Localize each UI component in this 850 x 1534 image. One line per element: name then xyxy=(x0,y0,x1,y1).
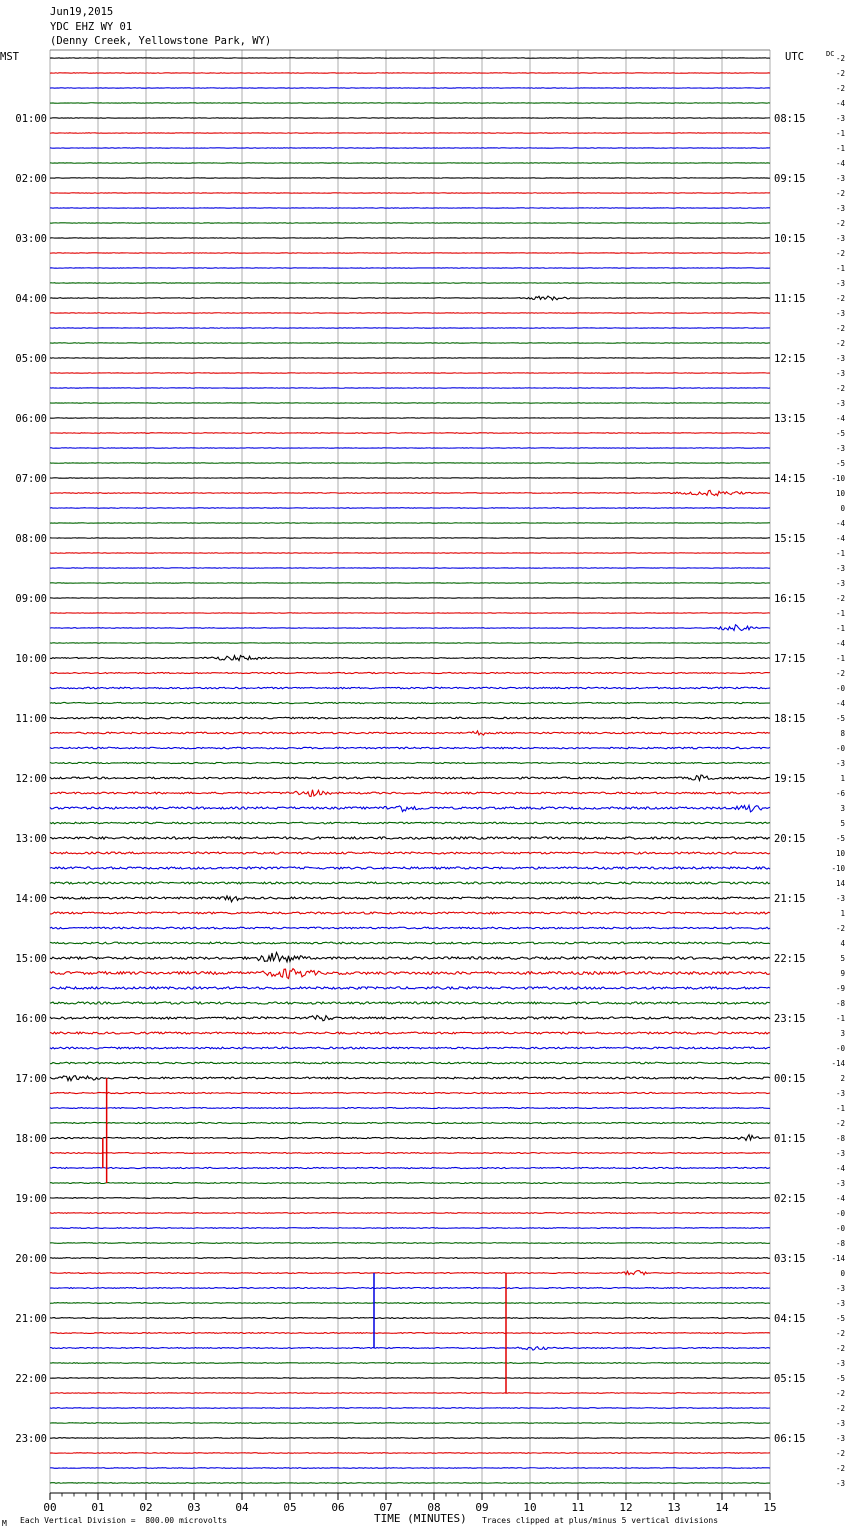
dc-offset-label: -1 xyxy=(835,264,845,273)
trace-11 xyxy=(50,223,770,224)
trace-41 xyxy=(50,672,770,673)
x-tick-label: 10 xyxy=(523,1501,537,1514)
left-hour-label: 03:00 xyxy=(15,233,47,245)
dc-offset-label: -2 xyxy=(835,249,845,258)
trace-42 xyxy=(50,687,770,689)
dc-offset-label: -3 xyxy=(835,444,845,453)
x-tick-label: 15 xyxy=(763,1501,777,1514)
dc-offset-label: -10 xyxy=(831,474,845,483)
trace-47 xyxy=(50,762,770,763)
dc-offset-label: -0 xyxy=(835,744,845,753)
left-hour-label: 19:00 xyxy=(15,1193,47,1205)
trace-10 xyxy=(50,208,770,209)
dc-offset-label: -3 xyxy=(835,399,845,408)
dc-offset-label: -3 xyxy=(835,579,845,588)
dc-offset-label: -2 xyxy=(835,924,845,933)
dc-offset-label: -1 xyxy=(835,624,845,633)
trace-60 xyxy=(50,952,770,961)
trace-37 xyxy=(50,613,770,614)
right-hour-label: 06:15 xyxy=(774,1433,806,1445)
dc-offset-label: -4 xyxy=(835,159,845,168)
trace-39 xyxy=(50,643,770,644)
right-hour-label: 19:15 xyxy=(774,773,806,785)
dc-offset-label: -3 xyxy=(835,1284,845,1293)
dc-offset-label: -3 xyxy=(835,174,845,183)
dc-offset-label: 5 xyxy=(840,819,845,828)
trace-8 xyxy=(50,178,770,179)
dc-offset-label: -3 xyxy=(835,564,845,573)
trace-25 xyxy=(50,433,770,434)
dc-offset-label: -2 xyxy=(835,1389,845,1398)
dc-offset-label: -2 xyxy=(835,189,845,198)
right-hour-label: 01:15 xyxy=(774,1133,806,1145)
trace-94 xyxy=(50,1468,770,1469)
trace-6 xyxy=(50,148,770,149)
dc-offset-label: -2 xyxy=(835,1449,845,1458)
trace-48 xyxy=(50,775,770,780)
right-hour-label: 10:15 xyxy=(774,233,806,245)
left-hour-label: 10:00 xyxy=(15,653,47,665)
dc-offset-header: DC xyxy=(826,50,835,58)
trace-75 xyxy=(50,1183,770,1184)
trace-9 xyxy=(50,193,770,194)
x-tick-label: 13 xyxy=(667,1501,681,1514)
trace-30 xyxy=(50,508,770,509)
x-tick-label: 04 xyxy=(235,1501,249,1514)
trace-3 xyxy=(50,103,770,104)
trace-66 xyxy=(50,1047,770,1049)
trace-51 xyxy=(50,822,770,824)
dc-offset-label: -2 xyxy=(835,669,845,678)
trace-65 xyxy=(50,1032,770,1034)
dc-offset-label: -8 xyxy=(835,999,845,1008)
trace-64 xyxy=(50,1015,770,1020)
dc-offset-label: -0 xyxy=(835,1044,845,1053)
trace-82 xyxy=(50,1288,770,1289)
left-hour-label: 16:00 xyxy=(15,1013,47,1025)
trace-63 xyxy=(50,1002,770,1004)
left-hour-label: 07:00 xyxy=(15,473,47,485)
x-tick-label: 07 xyxy=(379,1501,393,1514)
clip-note: Traces clipped at plus/minus 5 vertical divisions xyxy=(482,1516,719,1525)
dc-offset-label: 3 xyxy=(840,804,845,813)
x-axis-title: TIME (MINUTES) xyxy=(374,1512,467,1525)
dc-offset-label: -3 xyxy=(835,369,845,378)
dc-offset-label: -2 xyxy=(835,1344,845,1353)
dc-offset-label: 14 xyxy=(835,879,845,888)
trace-70 xyxy=(50,1108,770,1109)
dc-offset-label: -4 xyxy=(835,1194,845,1203)
left-timezone-label: MST xyxy=(0,51,19,63)
dc-offset-label: -6 xyxy=(835,789,845,798)
left-hour-label: 23:00 xyxy=(15,1433,47,1445)
x-tick-label: 00 xyxy=(43,1501,57,1514)
trace-4 xyxy=(50,118,770,119)
station-location: (Denny Creek, Yellowstone Park, WY) xyxy=(50,35,272,47)
right-hour-label: 13:15 xyxy=(774,413,806,425)
trace-23 xyxy=(50,403,770,404)
trace-74 xyxy=(50,1167,770,1168)
right-hour-label: 09:15 xyxy=(774,173,806,185)
trace-88 xyxy=(50,1378,770,1379)
left-hour-label: 17:00 xyxy=(15,1073,47,1085)
trace-61 xyxy=(50,969,770,979)
trace-22 xyxy=(50,388,770,389)
dc-offset-label: -3 xyxy=(835,1419,845,1428)
trace-34 xyxy=(50,568,770,569)
dc-offset-label: -3 xyxy=(835,114,845,123)
right-hour-label: 02:15 xyxy=(774,1193,806,1205)
left-hour-label: 18:00 xyxy=(15,1133,47,1145)
dc-offset-label: -1 xyxy=(835,1104,845,1113)
trace-27 xyxy=(50,463,770,464)
dc-offset-label: -4 xyxy=(835,699,845,708)
left-hour-label: 15:00 xyxy=(15,953,47,965)
scale-note: Each Vertical Division = 800.00 microvolts xyxy=(20,1516,228,1525)
dc-offset-label: -5 xyxy=(835,834,845,843)
left-hour-label: 12:00 xyxy=(15,773,47,785)
dc-offset-label: -1 xyxy=(835,1014,845,1023)
right-hour-label: 04:15 xyxy=(774,1313,806,1325)
right-hour-label: 14:15 xyxy=(774,473,806,485)
right-hour-label: 23:15 xyxy=(774,1013,806,1025)
dc-offset-label: -2 xyxy=(835,54,845,63)
dc-offset-label: -5 xyxy=(835,459,845,468)
dc-offset-label: 0 xyxy=(840,504,845,513)
trace-49 xyxy=(50,790,770,797)
dc-offset-label: -2 xyxy=(835,594,845,603)
trace-16 xyxy=(50,296,770,300)
dc-offset-label: 0 xyxy=(840,1269,845,1278)
x-tick-label: 09 xyxy=(475,1501,489,1514)
dc-offset-label: -2 xyxy=(835,219,845,228)
left-hour-label: 05:00 xyxy=(15,353,47,365)
x-tick-label: 12 xyxy=(619,1501,633,1514)
trace-87 xyxy=(50,1363,770,1364)
trace-31 xyxy=(50,523,770,524)
x-tick-label: 03 xyxy=(187,1501,201,1514)
trace-57 xyxy=(50,912,770,914)
dc-offset-label: -0 xyxy=(835,1224,845,1233)
dc-offset-label: 10 xyxy=(835,849,845,858)
x-tick-label: 14 xyxy=(715,1501,729,1514)
dc-offset-label: -2 xyxy=(835,69,845,78)
trace-90 xyxy=(50,1408,770,1409)
dc-offset-label: -8 xyxy=(835,1134,845,1143)
plot-date: Jun19,2015 xyxy=(50,6,114,18)
dc-offset-label: -3 xyxy=(835,1434,845,1443)
trace-71 xyxy=(50,1122,770,1123)
dc-offset-label: -2 xyxy=(835,1404,845,1413)
trace-5 xyxy=(50,133,770,134)
trace-18 xyxy=(50,328,770,329)
left-hour-label: 02:00 xyxy=(15,173,47,185)
x-tick-label: 11 xyxy=(571,1501,585,1514)
trace-32 xyxy=(50,538,770,539)
dc-offset-label: -3 xyxy=(835,1299,845,1308)
dc-offset-label: -1 xyxy=(835,549,845,558)
dc-offset-labels xyxy=(831,54,845,1488)
trace-83 xyxy=(50,1303,770,1304)
trace-26 xyxy=(50,448,770,449)
right-hour-label: 08:15 xyxy=(774,113,806,125)
dc-offset-label: 3 xyxy=(840,1029,845,1038)
trace-2 xyxy=(50,88,770,89)
dc-offset-label: -2 xyxy=(835,324,845,333)
x-tick-label: 08 xyxy=(427,1501,441,1514)
dc-offset-label: -2 xyxy=(835,294,845,303)
left-hour-label: 13:00 xyxy=(15,833,47,845)
trace-20 xyxy=(50,358,770,359)
trace-85 xyxy=(50,1333,770,1334)
trace-46 xyxy=(50,747,770,749)
trace-76 xyxy=(50,1198,770,1199)
trace-86 xyxy=(50,1347,770,1350)
right-hour-label: 22:15 xyxy=(774,953,806,965)
right-hour-label: 20:15 xyxy=(774,833,806,845)
trace-15 xyxy=(50,283,770,284)
station-id: YDC EHZ WY 01 xyxy=(50,21,133,33)
dc-offset-label: -3 xyxy=(835,759,845,768)
dc-offset-label: -0 xyxy=(835,1209,845,1218)
dc-offset-label: -5 xyxy=(835,714,845,723)
right-hour-label: 00:15 xyxy=(774,1073,806,1085)
dc-offset-label: -10 xyxy=(831,864,845,873)
trace-95 xyxy=(50,1483,770,1484)
dc-offset-label: -5 xyxy=(835,429,845,438)
right-hour-label: 17:15 xyxy=(774,653,806,665)
trace-81 xyxy=(50,1271,770,1275)
dc-offset-label: 9 xyxy=(840,969,845,978)
dc-offset-label: -4 xyxy=(835,414,845,423)
trace-54 xyxy=(50,867,770,869)
right-hour-label: 21:15 xyxy=(774,893,806,905)
dc-offset-label: 5 xyxy=(840,954,845,963)
trace-84 xyxy=(50,1318,770,1319)
left-hour-label: 06:00 xyxy=(15,413,47,425)
dc-offset-label: -3 xyxy=(835,894,845,903)
trace-91 xyxy=(50,1423,770,1424)
trace-92 xyxy=(50,1438,770,1439)
dc-offset-label: -4 xyxy=(835,534,845,543)
trace-67 xyxy=(50,1062,770,1064)
dc-offset-label: -4 xyxy=(835,1164,845,1173)
left-hour-label: 22:00 xyxy=(15,1373,47,1385)
grid-lines xyxy=(50,50,770,1493)
right-hour-label: 12:15 xyxy=(774,353,806,365)
trace-56 xyxy=(50,896,770,902)
left-hour-label: 09:00 xyxy=(15,593,47,605)
dc-offset-label: -3 xyxy=(835,309,845,318)
trace-62 xyxy=(50,987,770,989)
trace-44 xyxy=(50,717,770,719)
x-tick-label: 06 xyxy=(331,1501,345,1514)
trace-38 xyxy=(50,625,770,631)
x-axis xyxy=(43,1493,776,1514)
trace-59 xyxy=(50,942,770,944)
x-tick-label: 02 xyxy=(139,1501,153,1514)
left-hour-label: 21:00 xyxy=(15,1313,47,1325)
trace-43 xyxy=(50,702,770,703)
trace-19 xyxy=(50,343,770,344)
left-hour-label: 08:00 xyxy=(15,533,47,545)
dc-offset-label: 1 xyxy=(840,774,845,783)
trace-77 xyxy=(50,1213,770,1214)
trace-36 xyxy=(50,598,770,599)
dc-offset-label: -2 xyxy=(835,339,845,348)
trace-69 xyxy=(50,1092,770,1093)
dc-offset-label: -3 xyxy=(835,1359,845,1368)
left-hour-label: 11:00 xyxy=(15,713,47,725)
trace-50 xyxy=(50,805,770,812)
right-hour-labels xyxy=(774,113,806,1445)
trace-73 xyxy=(50,1153,770,1154)
trace-79 xyxy=(50,1243,770,1244)
dc-offset-label: -14 xyxy=(831,1254,845,1263)
dc-offset-label: -2 xyxy=(835,1329,845,1338)
trace-89 xyxy=(50,1393,770,1394)
trace-55 xyxy=(50,882,770,884)
dc-offset-label: 1 xyxy=(840,909,845,918)
right-hour-label: 18:15 xyxy=(774,713,806,725)
trace-78 xyxy=(50,1228,770,1229)
trace-93 xyxy=(50,1453,770,1454)
dc-offset-label: -3 xyxy=(835,279,845,288)
dc-offset-label: -2 xyxy=(835,1119,845,1128)
left-hour-label: 14:00 xyxy=(15,893,47,905)
trace-33 xyxy=(50,553,770,554)
trace-group xyxy=(50,58,770,1484)
trace-72 xyxy=(50,1135,770,1141)
trace-21 xyxy=(50,373,770,374)
right-timezone-label: UTC xyxy=(785,51,804,63)
dc-offset-label: -3 xyxy=(835,1149,845,1158)
right-hour-label: 03:15 xyxy=(774,1253,806,1265)
dc-offset-label: 2 xyxy=(840,1074,845,1083)
dc-offset-label: -8 xyxy=(835,1239,845,1248)
trace-53 xyxy=(50,852,770,854)
trace-29 xyxy=(50,490,770,495)
trace-40 xyxy=(50,655,770,660)
trace-7 xyxy=(50,163,770,164)
dc-offset-label: -1 xyxy=(835,144,845,153)
trace-58 xyxy=(50,927,770,929)
dc-offset-label: -4 xyxy=(835,639,845,648)
trace-28 xyxy=(50,478,770,479)
dc-offset-label: -9 xyxy=(835,984,845,993)
right-hour-label: 11:15 xyxy=(774,293,806,305)
trace-80 xyxy=(50,1258,770,1259)
trace-45 xyxy=(50,731,770,735)
dc-offset-label: -2 xyxy=(835,384,845,393)
dc-offset-label: -5 xyxy=(835,1374,845,1383)
spike-group xyxy=(103,1078,506,1393)
right-hour-label: 15:15 xyxy=(774,533,806,545)
corner-mark: M xyxy=(2,1519,7,1528)
left-hour-label: 20:00 xyxy=(15,1253,47,1265)
dc-offset-label: -5 xyxy=(835,1314,845,1323)
x-tick-label: 05 xyxy=(283,1501,297,1514)
trace-17 xyxy=(50,313,770,314)
dc-offset-label: -2 xyxy=(835,84,845,93)
dc-offset-label: -4 xyxy=(835,99,845,108)
dc-offset-label: -14 xyxy=(831,1059,845,1068)
dc-offset-label: 10 xyxy=(835,489,845,498)
trace-0 xyxy=(50,58,770,59)
dc-offset-label: -3 xyxy=(835,1479,845,1488)
trace-24 xyxy=(50,418,770,419)
dc-offset-label: 4 xyxy=(840,939,845,948)
dc-offset-label: -2 xyxy=(835,1464,845,1473)
dc-offset-label: -0 xyxy=(835,684,845,693)
dc-offset-label: -3 xyxy=(835,1089,845,1098)
left-hour-label: 01:00 xyxy=(15,113,47,125)
right-hour-label: 05:15 xyxy=(774,1373,806,1385)
trace-35 xyxy=(50,583,770,584)
trace-12 xyxy=(50,238,770,239)
dc-offset-label: 8 xyxy=(840,729,845,738)
dc-offset-label: -4 xyxy=(835,519,845,528)
trace-68 xyxy=(50,1076,770,1081)
x-tick-label: 01 xyxy=(91,1501,105,1514)
dc-offset-label: -3 xyxy=(835,1179,845,1188)
trace-52 xyxy=(50,837,770,839)
left-hour-label: 04:00 xyxy=(15,293,47,305)
dc-offset-label: -3 xyxy=(835,204,845,213)
left-hour-labels xyxy=(15,113,47,1445)
dc-offset-label: -3 xyxy=(835,234,845,243)
dc-offset-label: -1 xyxy=(835,609,845,618)
trace-13 xyxy=(50,253,770,254)
right-hour-label: 16:15 xyxy=(774,593,806,605)
dc-offset-label: -1 xyxy=(835,654,845,663)
trace-1 xyxy=(50,73,770,74)
dc-offset-label: -1 xyxy=(835,129,845,138)
dc-offset-label: -3 xyxy=(835,354,845,363)
